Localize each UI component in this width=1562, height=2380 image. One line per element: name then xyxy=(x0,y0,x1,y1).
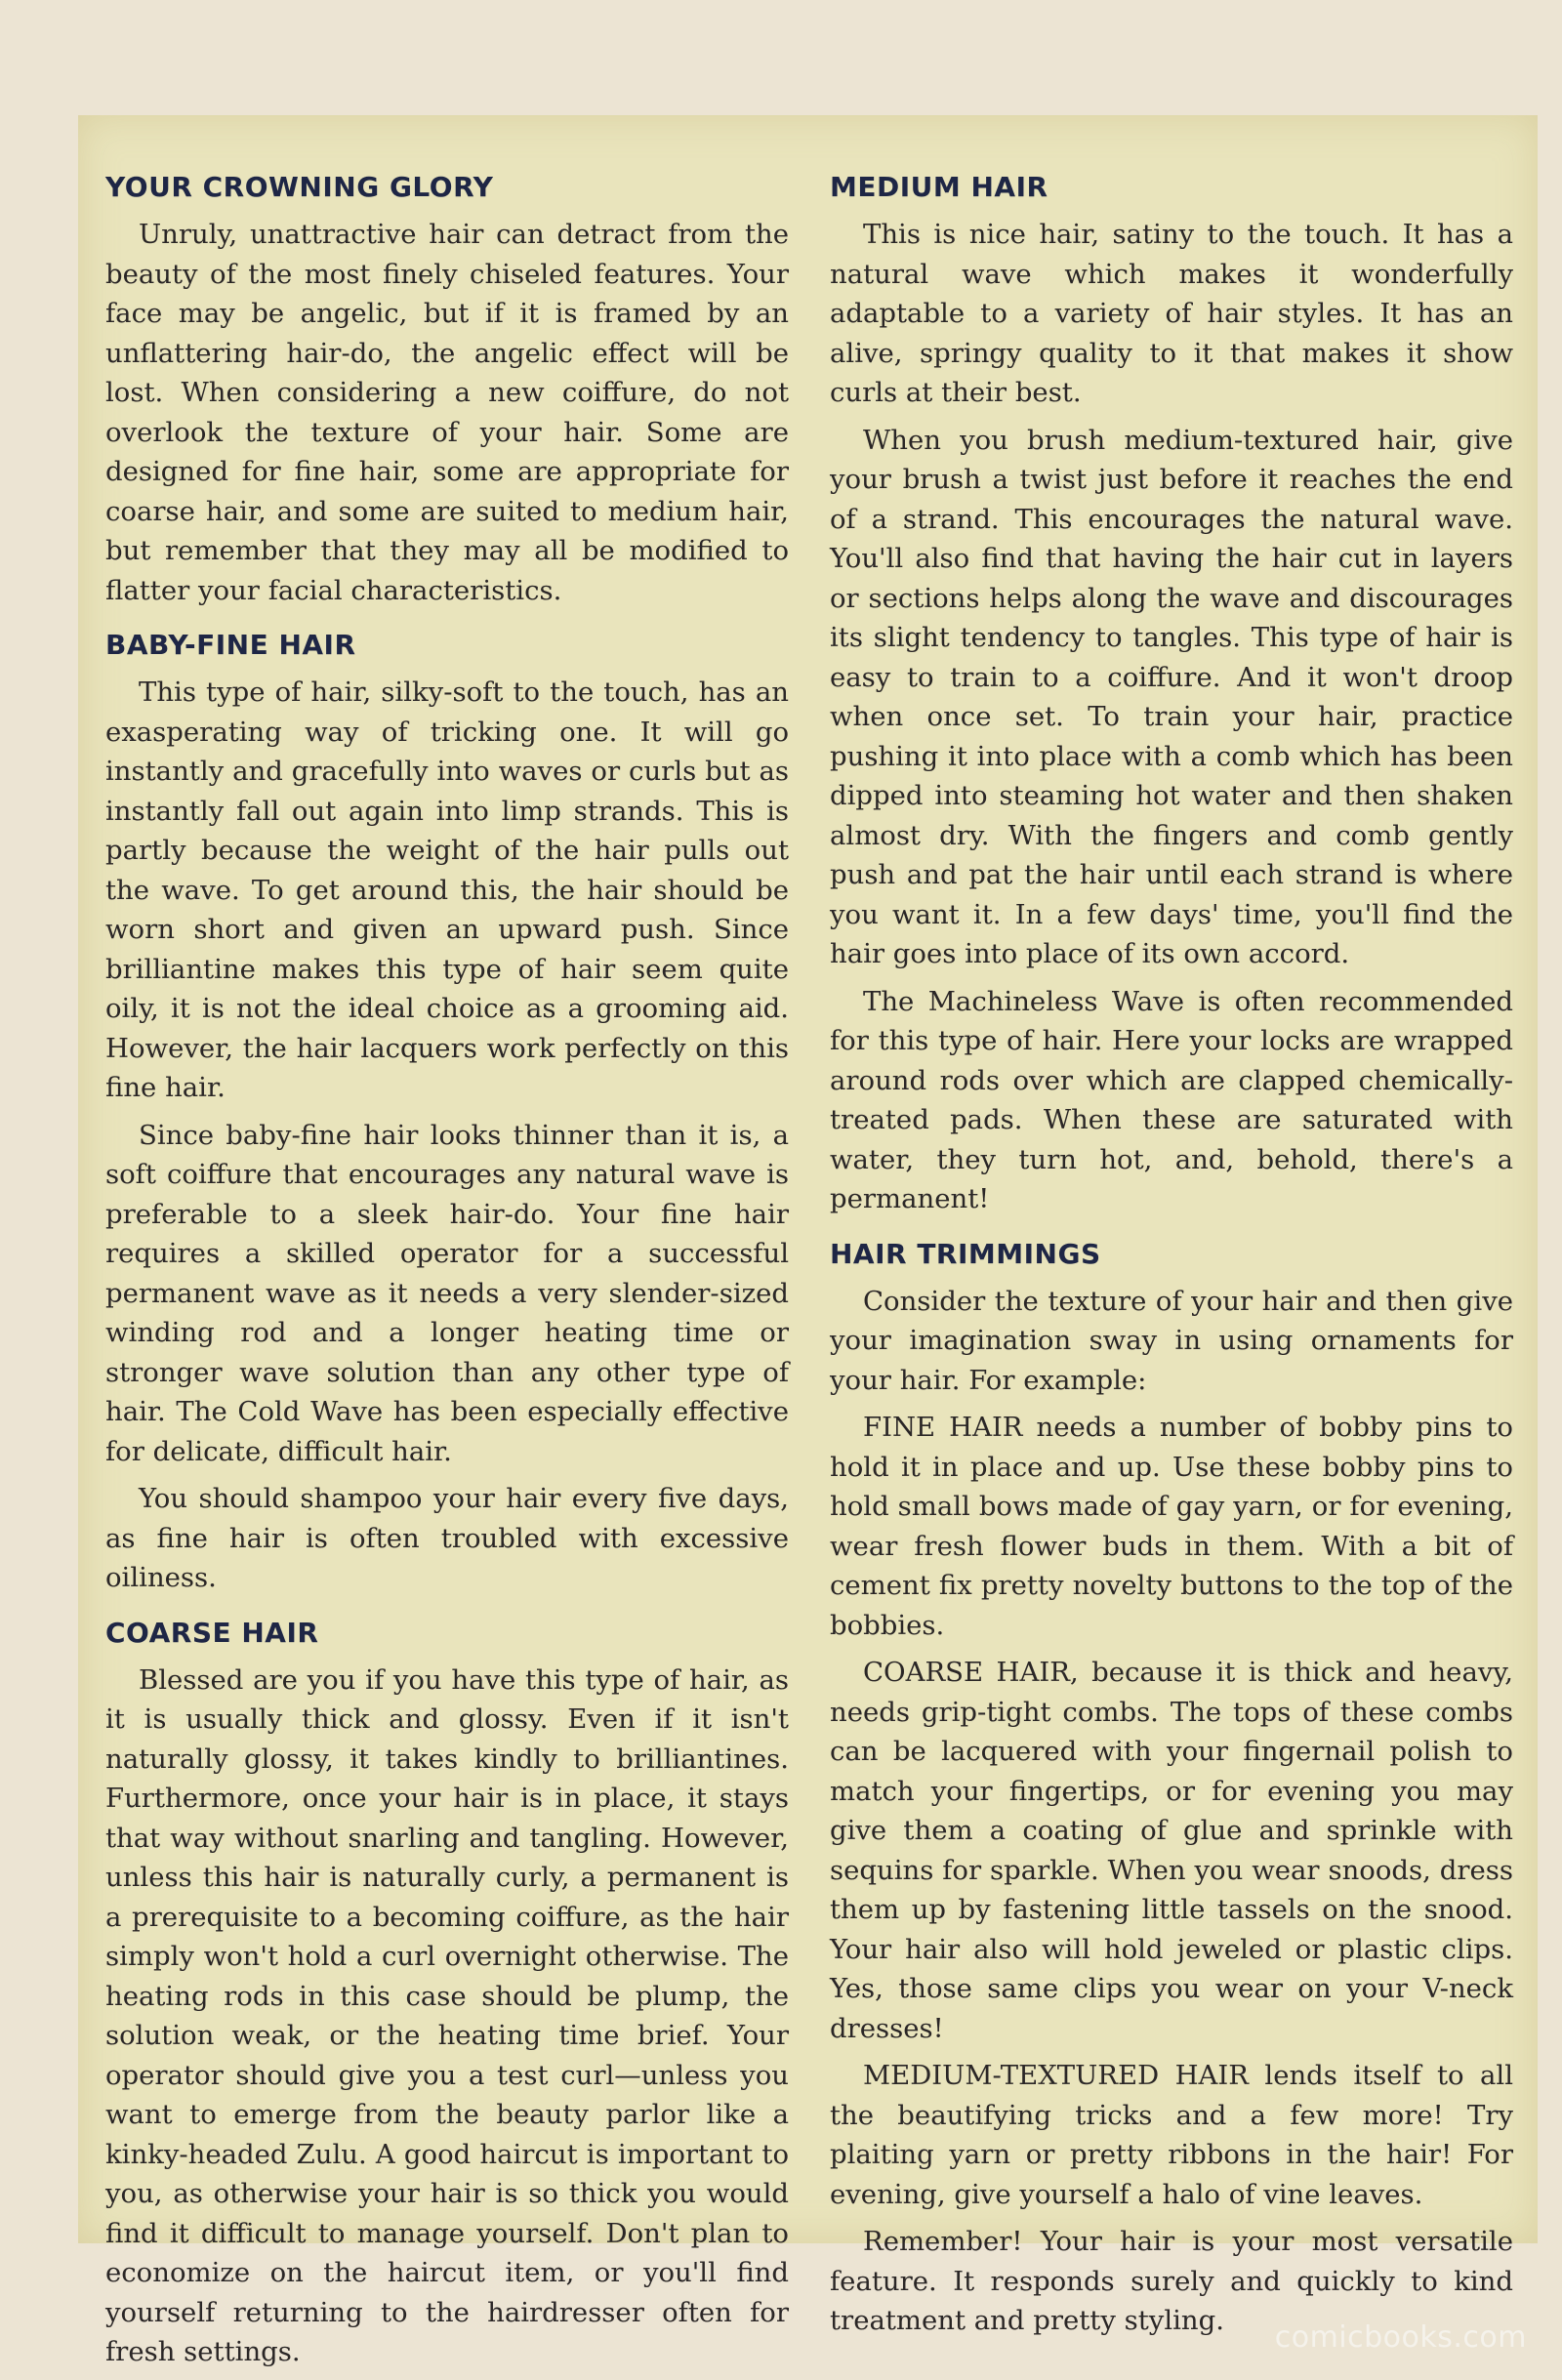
watermark: comicbooks.com xyxy=(1274,2320,1527,2355)
paragraph-trimmings-intro: Consider the texture of your hair and then give your imagination sway in using ornaments for your hair. For example: xyxy=(830,1285,1513,1396)
heading-hair-trimmings: HAIR TRIMMINGS xyxy=(830,1237,1101,1270)
paragraph-remember: Remember! Your hair is your most versatile feature. It responds surely and quickly to kind treatment and pretty styling. xyxy=(830,2226,1513,2336)
paragraph-trimmings-medium: MEDIUM-TEXTURED HAIR lends itself to all the beautifying tricks and a few more! Try plaiting yarn or pretty ribbons in the hair! For evening, give yourself a halo of vine leaves. xyxy=(830,2060,1513,2210)
paragraph-baby-fine-1: This type of hair, silky-soft to the touch, has an exasperating way of tricking one. It will go instantly and gracefully into waves or curls but as instantly fall out again into limp strands. This is partly because the weight of the hair pulls out the wave. To get around this, the hair should be worn short and given an upward push. Since brilliantine makes this type of hair seem quite oily, it is not the ideal choice as a grooming aid. However, the hair lacquers work perfectly on this fine hair. xyxy=(105,677,789,1103)
paragraph-trimmings-coarse: COARSE HAIR, because it is thick and heavy, needs grip-tight combs. The tops of these combs can be lacquered with your fingernail polish to match your fingertips, or for evening you may give them a coating of glue and sprinkle with sequins for sparkle. When you wear snoods, dress them up by fastening little tassels on the snood. Your hair also will hold jeweled or plastic clips. Yes, those same clips you wear on your V-neck dresses! xyxy=(830,1657,1513,2044)
paragraph-baby-fine-2: Since baby-fine hair looks thinner than it is, a soft coiffure that encourages any natural wave is preferable to a sleek hair-do. Your fine hair requires a skilled operator for a successful permanent wave as it needs a very slender-sized winding rod and a longer heating time or stronger wave solution than any other type of hair. The Cold Wave has been especially effective for delicate, difficult hair. xyxy=(105,1119,789,1467)
heading-baby-fine-hair: BABY-FINE HAIR xyxy=(105,629,356,661)
paragraph-medium-3: The Machineless Wave is often recommended for this type of hair. Here your locks are wrapped around rods over which are clapped chemically-treated pads. When these are saturated with water, they turn hot, and, behold, there's a permanent! xyxy=(830,985,1513,1214)
heading-your-crowning-glory: YOUR CROWNING GLORY xyxy=(105,171,494,203)
paragraph-baby-fine-3: You should shampoo your hair every five days, as fine hair is often troubled with excessive oiliness. xyxy=(105,1483,789,1593)
paragraph-intro: Unruly, unattractive hair can detract from the beauty of the most finely chiseled features. Your face may be angelic, but if it is framed by an unflattering hair-do, the angelic effect will be lost. When considering a new coiffure, do not overlook the texture of your hair. Some are designed for fine hair, some are appropriate for coarse hair, and some are suited to medium hair, but remember that they may all be modified to flatter your facial characteristics. xyxy=(105,219,789,606)
paragraph-medium-2: When you brush medium-textured hair, give your brush a twist just before it reaches the end of a strand. This encourages the natural wave. You'll also find that having the hair cut in layers or sections helps along the wave and discourages its slight tendency to tangles. This type of hair is easy to train to a coiffure. And it won't droop when once set. To train your hair, practice pushing it into place with a comb which has been dipped into steaming hot water and then shaken almost dry. With the fingers and comb gently push and pat the hair until each strand is where you want it. In a few days' time, you'll find the hair goes into place of its own accord. xyxy=(830,424,1513,969)
paragraph-coarse-hair: Blessed are you if you have this type of hair, as it is usually thick and glossy. Even if it isn't naturally glossy, it takes kindly to brilliantines. Furthermore, once your hair is in place, it stays that way without snarling and tangling. However, unless this hair is naturally curly, a permanent is a prerequisite to a becoming coiffure, as the hair simply won't hold a curl overnight otherwise. The heating rods in this case should be plump, the solution weak, or the heating time brief. Your operator should give you a test curl—unless you want to emerge from the beauty parlor like a kinky-headed Zulu. A good haircut is important to you, as otherwise your hair is so thick you would find it difficult to manage yourself. Don't plan to economize on the haircut item, or you'll find yourself returning to the hairdresser often for fresh settings. xyxy=(105,1663,789,2367)
paragraph-medium-1: This is nice hair, satiny to the touch. It has a natural wave which makes it wonderfully adaptable to a variety of hair styles. It has an alive, springy quality to it that makes it show curls at their best. xyxy=(830,219,1513,408)
right-column xyxy=(830,168,1513,2349)
heading-medium-hair: MEDIUM HAIR xyxy=(830,171,1048,203)
paragraph-trimmings-fine: FINE HAIR needs a number of bobby pins to hold it in place and up. Use these bobby pins to hold small bows made of gay yarn, or for evening, wear fresh flower buds in them. With a bit of cement fix pretty novelty buttons to the top of the bobbies. xyxy=(830,1412,1513,1641)
heading-coarse-hair: COARSE HAIR xyxy=(105,1616,319,1649)
left-column xyxy=(105,168,789,2380)
